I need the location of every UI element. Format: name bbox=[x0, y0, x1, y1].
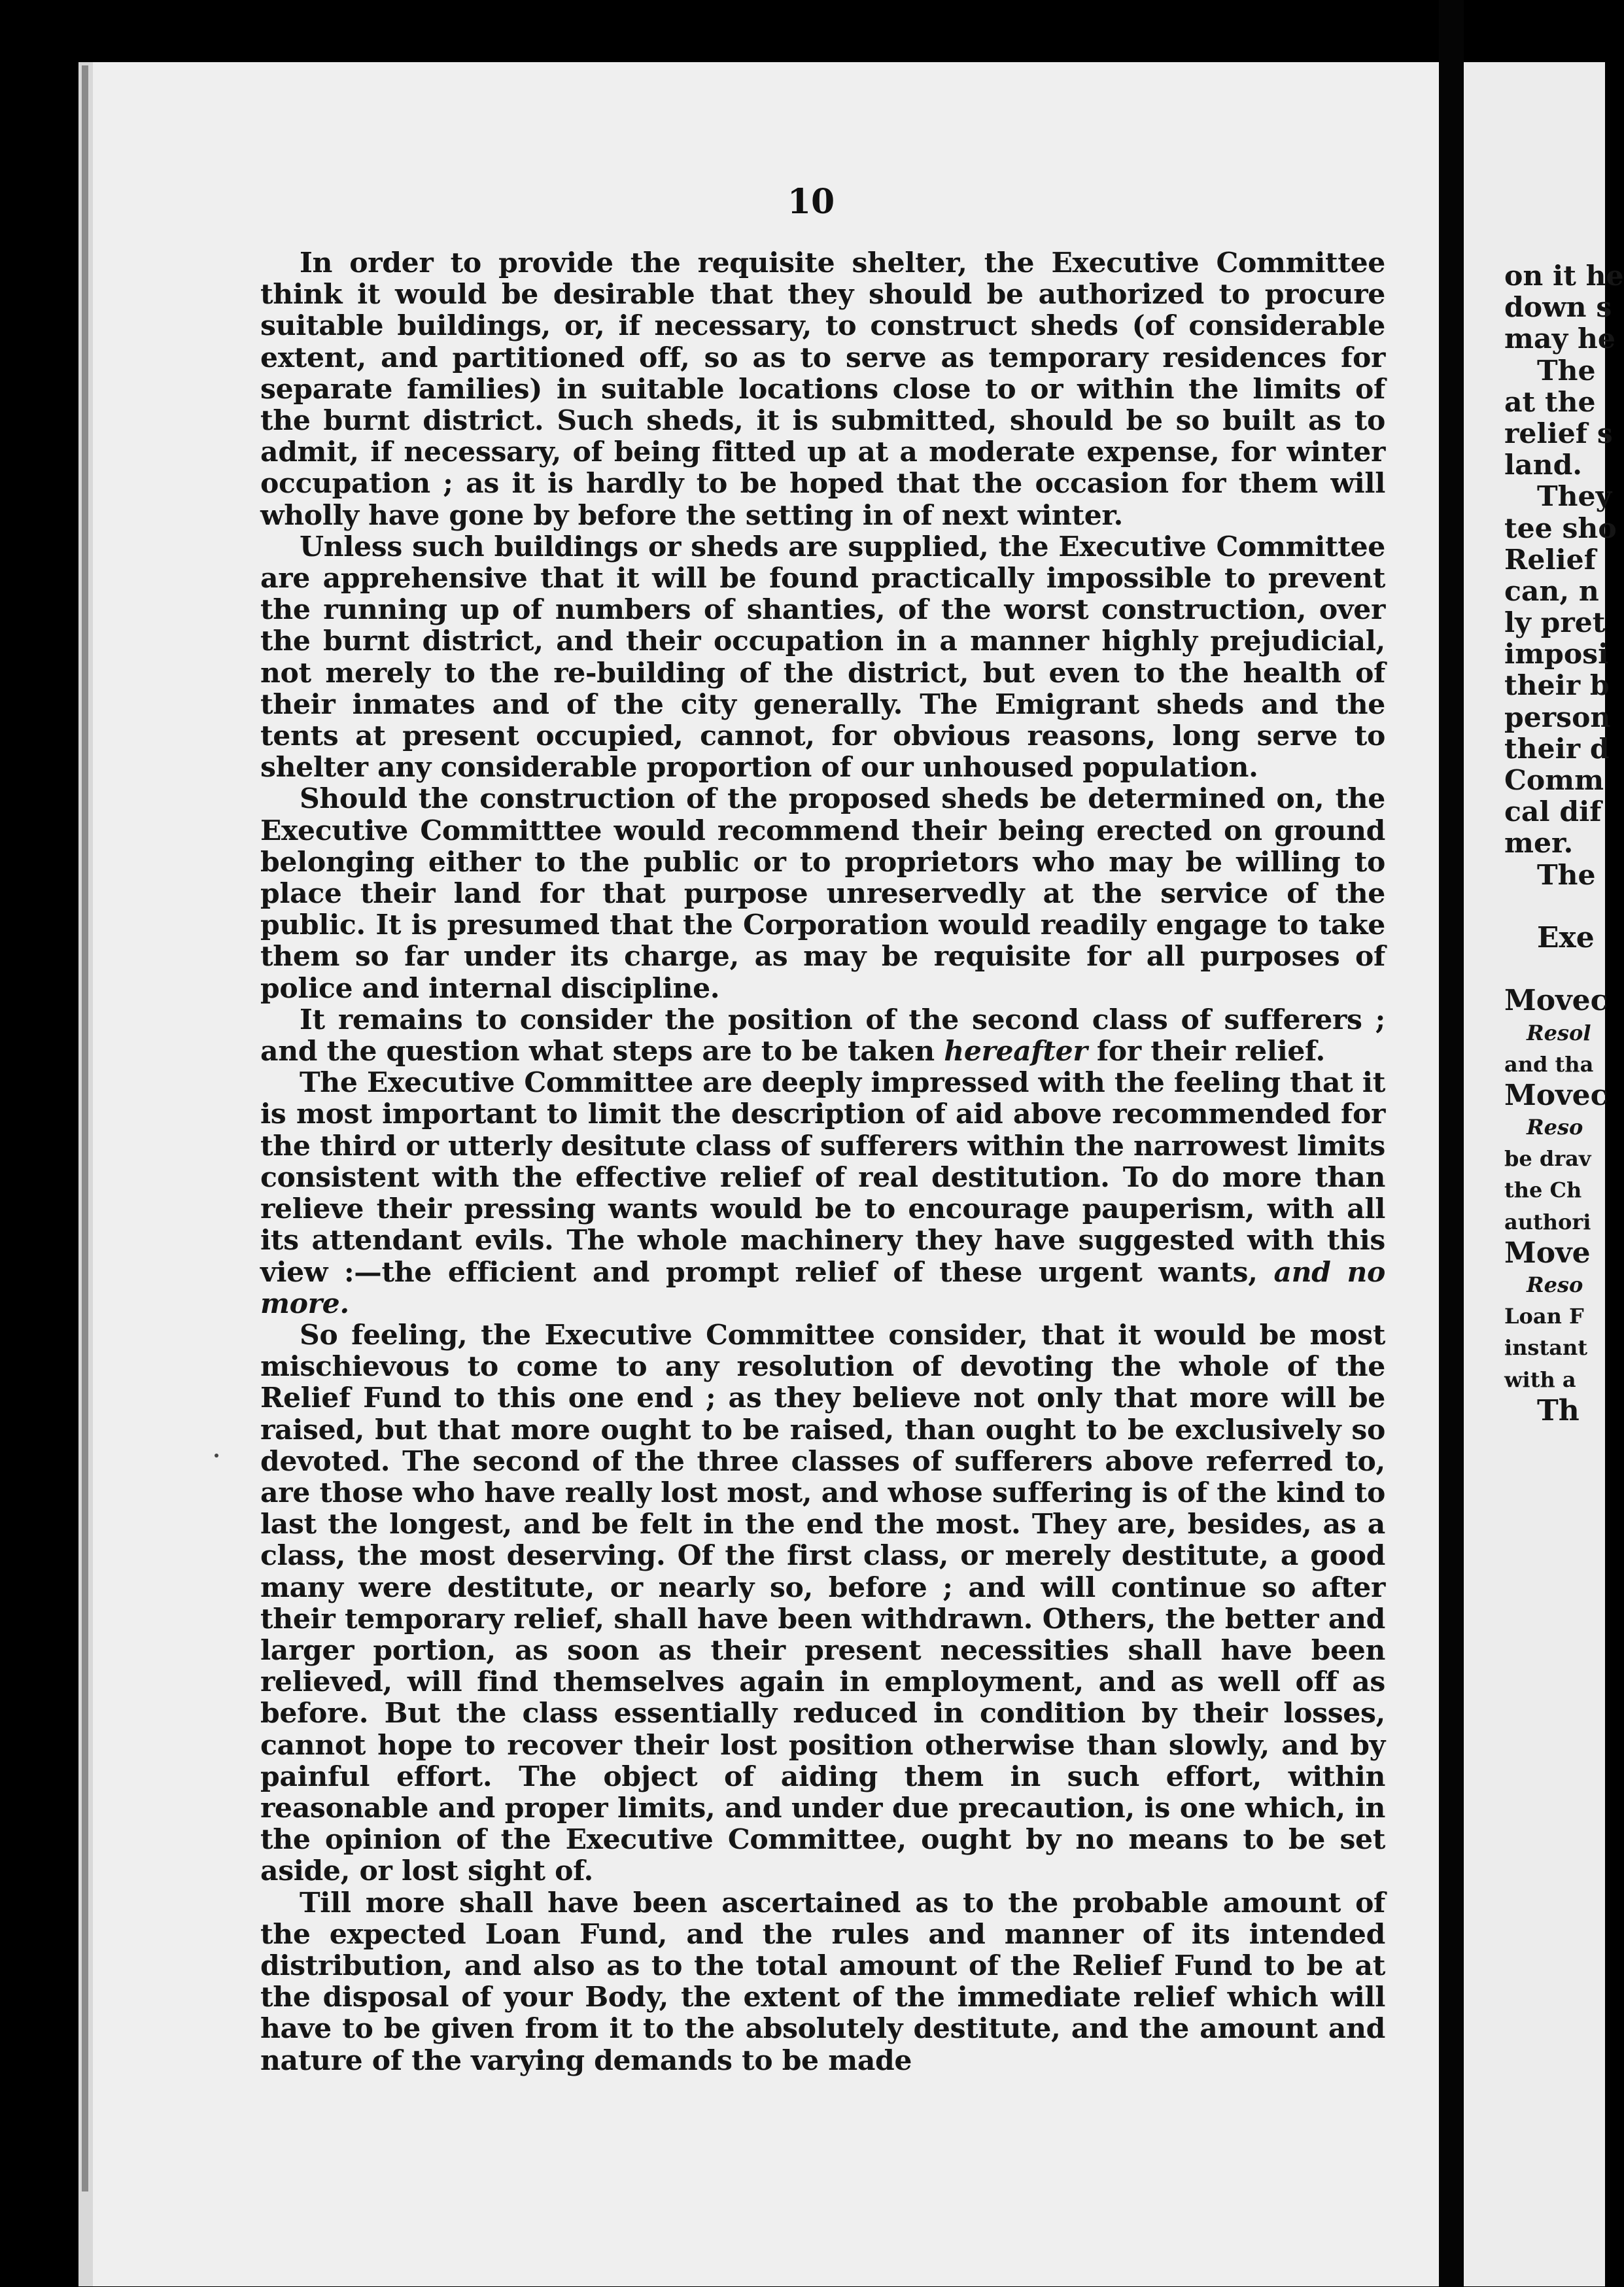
paragraph: Should the construction of the proposed sheds be determined on, the Executive Committtee would recommend their being erected on ground belonging either to the public or to proprietors who may be willing to place their land for that purpose unreservedly at the service of the public. It is presumed that the Corporation would readily engage to take them so far under its charge, as may be requisite for all purposes of police and internal discipline. bbox=[260, 782, 1385, 1005]
fragment-line: can, n bbox=[1504, 574, 1599, 608]
fragment-line: be drav bbox=[1504, 1146, 1591, 1172]
fragment-line: ly pret bbox=[1504, 606, 1606, 640]
fragment-line: mer. bbox=[1504, 827, 1574, 860]
fragment-line: their b bbox=[1504, 669, 1610, 703]
fragment-line: They bbox=[1537, 480, 1612, 514]
fragment-line: the Ch bbox=[1504, 1178, 1582, 1203]
fragment-line: relief s bbox=[1504, 417, 1613, 450]
emphasis: hereafter bbox=[944, 1035, 1088, 1068]
fragment-line: Move bbox=[1504, 1236, 1591, 1270]
fragment-line: land. bbox=[1504, 449, 1583, 482]
fragment-line: at the bbox=[1504, 385, 1596, 419]
binding-edge bbox=[82, 65, 88, 2191]
fragment-line: imposi bbox=[1504, 638, 1609, 671]
text-run: for their relief. bbox=[1087, 1035, 1325, 1068]
print-speck bbox=[215, 1454, 218, 1458]
paragraph: So feeling, the Executive Committee consider, that it would be most mischievous to come to any resolution of devoting the whole of the Relief Fund to this one end ; as they believe not only that more will be raised, but that more ought to be raised, than ought to be exclusively so devoted. The second of the three classes of sufferers above referred to, are those who have really lost most, and whose suffering is of the kind to last the longest, and be felt in the end the most. They are, besides, as a class, the most deserving. Of the first class, or merely destitute, a good many were destitute, or nearly so, before ; and will continue so after their temporary relief, shall have been withdrawn. Others, the better and larger portion, as soon as their present necessities shall have been relieved, will find themselves again in employment, and as well off as before. But the class essentially reduced in condition by their losses, cannot hope to recover their lost position otherwise than slowly, and by painful effort. The object of aiding them in such effort, within reasonable and proper limits, and under due precaution, is one which, in the opinion of the Executive Committee, ought by no means to be set aside, or lost sight of. bbox=[260, 1318, 1385, 1888]
fragment-line: Movec bbox=[1504, 984, 1608, 1018]
fragment-line: Th bbox=[1537, 1393, 1580, 1427]
fragment-line: person bbox=[1504, 701, 1611, 734]
paragraph: Unless such buildings or sheds are supplied, the Executive Committee are apprehensive that it will be found practically impossible to prevent the running up of numbers of shanties, of the worst construction, over the burnt district, and their occupation in a manner highly prejudicial, not merely to the re-building of the district, but even to the health of their inmates and of the city generally. The Emigrant sheds and the tents at present occupied, cannot, for obvious reasons, long serve to shelter any considerable proportion of our unhoused population. bbox=[260, 530, 1385, 784]
emphasis: and no more. bbox=[260, 1255, 1385, 1320]
fragment-line: The bbox=[1537, 858, 1596, 892]
text-run: It remains to consider the position of the second class of sufferers ; and the question what steps are to be taken bbox=[260, 1003, 1385, 1068]
fragment-line: tee sho bbox=[1504, 512, 1617, 545]
fragment-line: with a bbox=[1504, 1367, 1576, 1392]
fragment-line: cal dif bbox=[1504, 795, 1602, 829]
right-page-text bbox=[1504, 260, 1624, 1427]
fragment-line: Reso bbox=[1527, 1272, 1583, 1297]
text-run: The Executive Committee are deeply impressed with the feeling that it is most important to limit the description of aid above recommended for the third or utterly desitute class of sufferers within the narrowest limits consistent with the effective relief of real destitution. To do more than relieve their pressing wants would be to encourage pauperism, with all its attendant evils. The whole machinery they have suggested with this view :—the efficient and prompt relief of these urgent wants, bbox=[260, 1066, 1385, 1289]
paragraph: In order to provide the requisite shelter, the Executive Committee think it would be desirable that they should be authorized to procure suitable buildings, or, if necessary, to construct sheds (of considerable extent, and partitioned off, so as to serve as temporary residences for separate families) in suitable locations close to or within the limits of the burnt district. Such sheds, it is submitted, should be so built as to admit, if necessary, of being fitted up at a moderate expense, for winter occupation ; as it is hardly to be hoped that the occasion for them will wholly have gone by before the setting in of next winter. bbox=[260, 247, 1385, 532]
paragraph: Till more shall have been ascertained as to the probable amount of the expected Loan Fund, and the rules and manner of its intended distribution, and also as to the total amount of the Relief Fund to be at the disposal of your Body, the extent of the immediate relief which will have to be given from it to the absolutely destitute, and the amount and nature of the varying demands to be made bbox=[260, 1886, 1385, 2077]
fragment-line: their d bbox=[1504, 732, 1610, 765]
fragment-line: on it he bbox=[1504, 260, 1624, 292]
fragment-line: and tha bbox=[1504, 1051, 1594, 1077]
fragment-line: Loan F bbox=[1504, 1304, 1584, 1329]
fragment-line: may he bbox=[1504, 323, 1615, 356]
fragment-line: Comm bbox=[1504, 764, 1604, 797]
fragment-line: Resol bbox=[1527, 1020, 1591, 1045]
fragment-line: Reso bbox=[1527, 1115, 1583, 1140]
fragment-line: Exe bbox=[1537, 920, 1595, 954]
page-number: 10 bbox=[787, 182, 835, 222]
fragment-line: instant bbox=[1504, 1335, 1587, 1361]
paragraph bbox=[260, 1067, 1385, 1319]
spacer bbox=[1504, 891, 1605, 922]
fragment-line: Movec bbox=[1504, 1078, 1608, 1112]
fragment-line: authori bbox=[1504, 1209, 1591, 1234]
fragment-line: down s bbox=[1504, 291, 1612, 324]
fragment-line: The bbox=[1537, 354, 1596, 387]
spacer bbox=[1504, 954, 1605, 985]
body-text bbox=[260, 247, 1385, 2076]
paragraph bbox=[260, 1004, 1385, 1067]
page-gutter bbox=[1439, 0, 1464, 2287]
fragment-line: Relief bbox=[1504, 543, 1596, 576]
